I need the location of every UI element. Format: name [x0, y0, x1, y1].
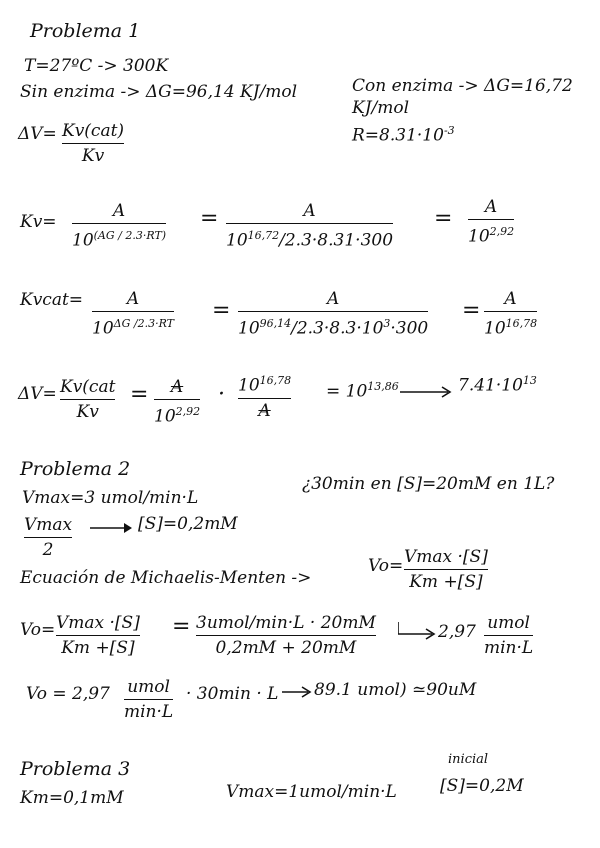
delta-v-final: $7.41\cdot 10^{13}$	[458, 374, 537, 396]
fraction-bar	[404, 569, 488, 570]
temperature-line: T=27ºC -> 300K	[24, 56, 169, 76]
problem-3-title: Problema 3	[20, 758, 131, 780]
fraction-denominator: 10$^{16,78}$	[484, 317, 538, 339]
kv-label: Kv=	[20, 212, 57, 232]
fraction-bar	[92, 311, 174, 312]
initial-label: inicial	[448, 752, 489, 767]
km-line: Km=0,1mM	[20, 788, 124, 808]
vo-unit-fraction	[124, 676, 173, 723]
vo-label: Vo = 2,97	[26, 684, 110, 704]
fraction-bar	[238, 398, 291, 399]
fraction-bar	[62, 143, 124, 144]
kvcat-label: Kvcat=	[20, 290, 84, 310]
mm-vo-label: Vo=	[368, 556, 404, 576]
fraction-denominator: A	[258, 400, 271, 421]
fraction-numerator: Kv(cat	[60, 377, 116, 397]
fraction-numerator: A	[170, 377, 184, 397]
delta-v-label: ΔV=	[18, 124, 57, 144]
fraction-bar	[56, 635, 140, 636]
fraction-bar	[226, 223, 393, 224]
fraction-bar	[60, 399, 115, 400]
equals-sign: =	[172, 614, 191, 639]
fraction-numerator: A	[484, 197, 498, 217]
arrow-icon	[90, 520, 134, 536]
fraction-numerator: umol	[127, 677, 170, 697]
delta-v-label-2: ΔV=	[18, 384, 57, 404]
kv-fraction-3	[468, 196, 514, 248]
fraction-denominator: Km +[S]	[409, 572, 483, 592]
delta-v-fraction-3	[154, 376, 200, 428]
fraction-denominator: $10^{96,14}/2.3\cdot 8.3\cdot 10^3\cdot 300$	[238, 317, 429, 339]
fraction-numerator: umol	[487, 613, 530, 633]
fraction-numerator: Kv(cat)	[62, 121, 125, 141]
equals-sign: =	[462, 298, 481, 323]
fraction-bar	[24, 537, 72, 538]
arrow-icon	[398, 620, 438, 642]
equals-sign: =	[434, 206, 453, 231]
delta-v-fraction-2	[60, 376, 115, 423]
fraction-denominator: min·L	[124, 702, 174, 722]
fraction-denominator: $10^{(AG / 2.3\cdot RT)}$	[72, 229, 167, 251]
fraction-numerator: A	[126, 289, 140, 309]
half-vmax-result: [S]=0,2mM	[138, 514, 238, 534]
with-enzyme-unit: KJ/mol	[352, 98, 410, 118]
fraction-denominator: 0,2mM + 20mM	[215, 638, 357, 658]
multiply-dot: ·	[218, 382, 225, 407]
kvcat-fraction-1	[92, 288, 174, 340]
fraction-bar	[154, 399, 200, 400]
michaelis-menten-label: Ecuación de Michaelis-Menten ->	[20, 568, 312, 588]
fraction-denominator: $10^{\Delta G /2.3\cdot RT}$	[92, 317, 174, 339]
with-enzyme-line: Con enzima -> ΔG=16,72	[352, 76, 573, 96]
fraction-denominator: Km +[S]	[61, 638, 135, 658]
equals-sign: =	[200, 206, 219, 231]
vmax-line: Vmax=3 umol/min·L	[22, 488, 199, 508]
vo-result: 89.1 umol) ≃90uM	[314, 680, 477, 700]
fraction-numerator: 10$^{16,78}$	[238, 374, 292, 396]
calc-vo-label: Vo=	[20, 620, 56, 640]
vmax-line-3: Vmax=1umol/min·L	[226, 782, 397, 802]
fraction-denominator: Kv	[81, 146, 105, 166]
fraction-denominator: $10^{16,72}/2.3\cdot 8.31\cdot 300$	[226, 229, 394, 251]
fraction-numerator: 3umol/min·L · 20mM	[196, 613, 376, 633]
delta-v-result: = $10^{13,86}$	[326, 380, 399, 402]
fraction-numerator: A	[504, 289, 517, 309]
fraction-denominator: 10$^{2,92}$	[468, 225, 515, 247]
fraction-numerator: A	[112, 201, 126, 221]
calc-result-value: 2,97	[438, 622, 476, 642]
fraction-denominator: 10$^{2,92}$	[154, 405, 201, 427]
fraction-numerator: A	[326, 289, 340, 309]
fraction-bar	[196, 635, 376, 636]
mm-fraction	[404, 546, 488, 593]
fraction-bar	[238, 311, 428, 312]
fraction-bar	[484, 635, 533, 636]
fraction-denominator: min·L	[484, 638, 534, 658]
problem-2-title: Problema 2	[20, 458, 131, 480]
gas-constant: $R=8.31\cdot 10^{-3}$	[352, 124, 455, 146]
kvcat-fraction-3	[484, 288, 537, 340]
fraction-denominator: 2	[42, 540, 54, 560]
question-line: ¿30min en [S]=20mM en 1L?	[302, 474, 555, 494]
vo-multiplier: · 30min · L	[186, 684, 279, 704]
problem-1-title: Problema 1	[30, 20, 141, 42]
fraction-bar	[468, 219, 514, 220]
fraction-bar	[72, 223, 166, 224]
without-enzyme-line: Sin enzima -> ΔG=96,14 KJ/mol	[20, 82, 298, 102]
fraction-bar	[484, 311, 537, 312]
fraction-numerator: Vmax ·[S]	[56, 613, 140, 633]
half-vmax-fraction	[24, 514, 72, 561]
kvcat-fraction-2	[238, 288, 428, 340]
calc-fraction-1	[56, 612, 140, 659]
fraction-numerator: Vmax	[24, 515, 73, 535]
arrow-icon	[282, 684, 312, 700]
arrow-icon	[400, 384, 454, 400]
equals-sign: =	[212, 298, 231, 323]
substrate-line: [S]=0,2M	[440, 776, 524, 796]
calc-fraction-2	[196, 612, 376, 659]
delta-v-fraction	[62, 120, 124, 167]
kv-fraction-1	[72, 200, 166, 252]
fraction-numerator: A	[303, 201, 316, 221]
calc-result-unit	[484, 612, 533, 659]
delta-v-fraction-4	[238, 370, 291, 422]
kv-fraction-2	[226, 200, 393, 252]
fraction-bar	[124, 699, 173, 700]
fraction-denominator: Kv	[76, 402, 99, 422]
equals-sign: =	[130, 382, 149, 407]
fraction-numerator: Vmax ·[S]	[404, 547, 488, 567]
